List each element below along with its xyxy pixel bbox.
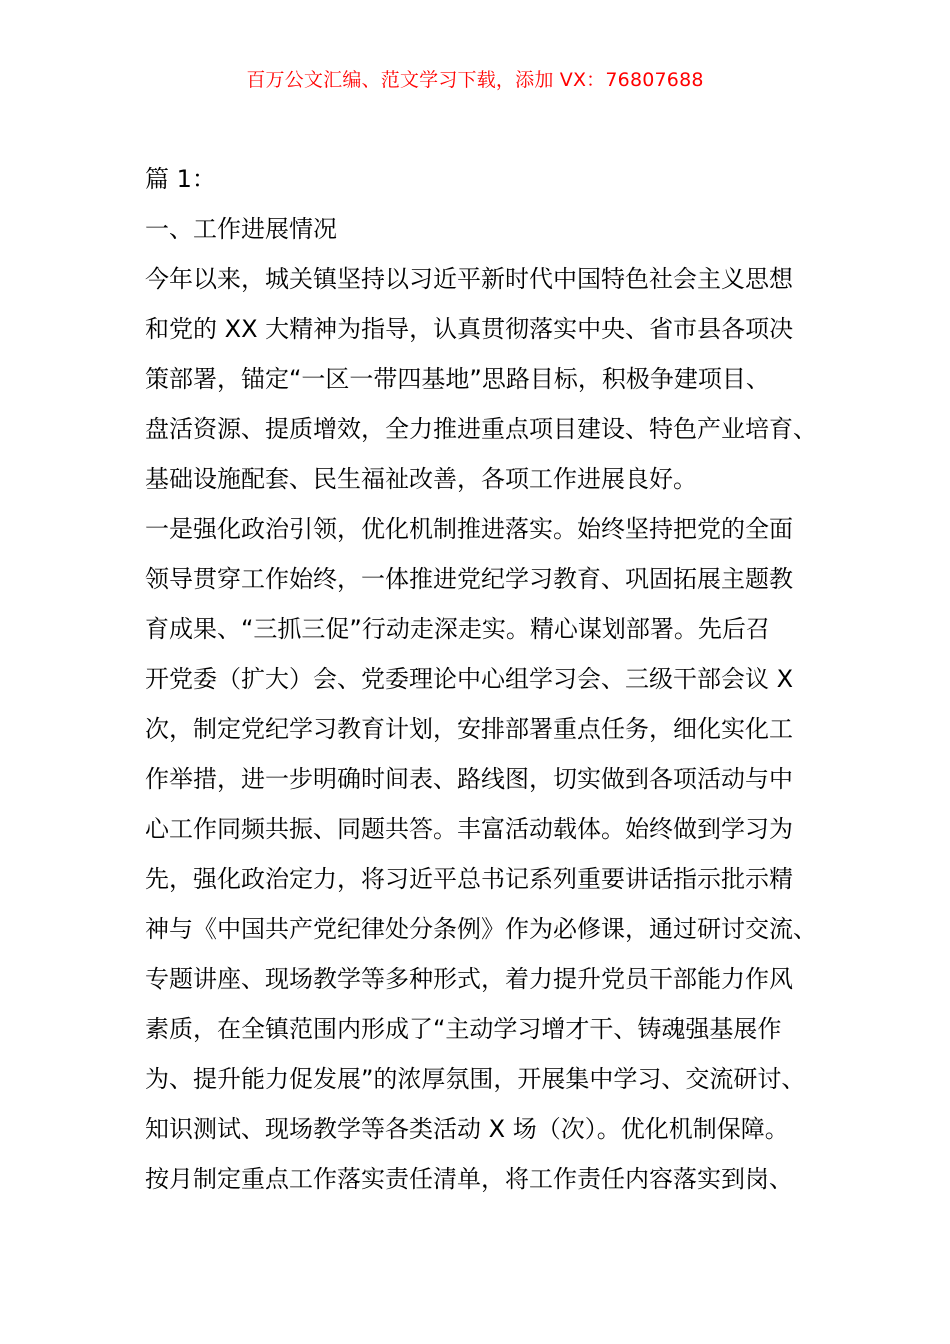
paragraph-line: 次，制定党纪学习教育计划，安排部署重点任务，细化实化工 <box>145 715 793 743</box>
paragraph-line: 和党的 XX 大精神为指导，认真贯彻落实中央、省市县各项决 <box>145 315 794 343</box>
paragraph-line: 心工作同频共振、同题共答。丰富活动载体。始终做到学习为 <box>145 815 793 843</box>
paragraph-line: 育成果、“三抓三促”行动走深走实。精心谋划部署。先后召 <box>145 615 770 643</box>
paragraph-line: 领导贯穿工作始终，一体推进党纪学习教育、巩固拓展主题教 <box>145 565 793 593</box>
paragraph-line: 专题讲座、现场教学等多种形式，着力提升党员干部能力作风 <box>145 965 793 993</box>
paragraph-line: 素质，在全镇范围内形成了“主动学习增才干、铸魂强基展作 <box>145 1015 782 1043</box>
header-banner: 百万公文汇编、范文学习下载，添加 VX：76807688 <box>246 69 704 91</box>
document-body <box>145 154 825 1204</box>
paragraph-line: 知识测试、现场教学等各类活动 X 场（次）。优化机制保障。 <box>145 1115 789 1143</box>
paragraph-line: 按月制定重点工作落实责任清单，将工作责任内容落实到岗、 <box>145 1165 793 1193</box>
paragraph-line: 策部署，锚定“一区一带四基地”思路目标，积极争建项目、 <box>145 365 770 393</box>
paragraph-line: 先，强化政治定力，将习近平总书记系列重要讲话指示批示精 <box>145 865 793 893</box>
paragraph-line: 基础设施配套、民生福祉改善，各项工作进展良好。 <box>145 465 697 493</box>
paragraph-line: 今年以来，城关镇坚持以习近平新时代中国特色社会主义思想 <box>145 265 793 293</box>
section-heading: 一、工作进展情况 <box>145 215 337 243</box>
paragraph-line: 开党委（扩大）会、党委理论中心组学习会、三级干部会议 X <box>145 665 794 693</box>
paragraph-line: 神与《中国共产党纪律处分条例》作为必修课，通过研讨交流、 <box>145 915 817 943</box>
paragraph-line: 盘活资源、提质增效，全力推进重点项目建设、特色产业培育、 <box>145 415 817 443</box>
paragraph-line: 作举措，进一步明确时间表、路线图，切实做到各项活动与中 <box>145 765 793 793</box>
paragraph-line: 一是强化政治引领，优化机制推进落实。始终坚持把党的全面 <box>145 515 793 543</box>
paragraph-line: 为、提升能力促发展”的浓厚氛围，开展集中学习、交流研讨、 <box>145 1065 806 1093</box>
chapter-label: 篇 1： <box>145 165 216 193</box>
